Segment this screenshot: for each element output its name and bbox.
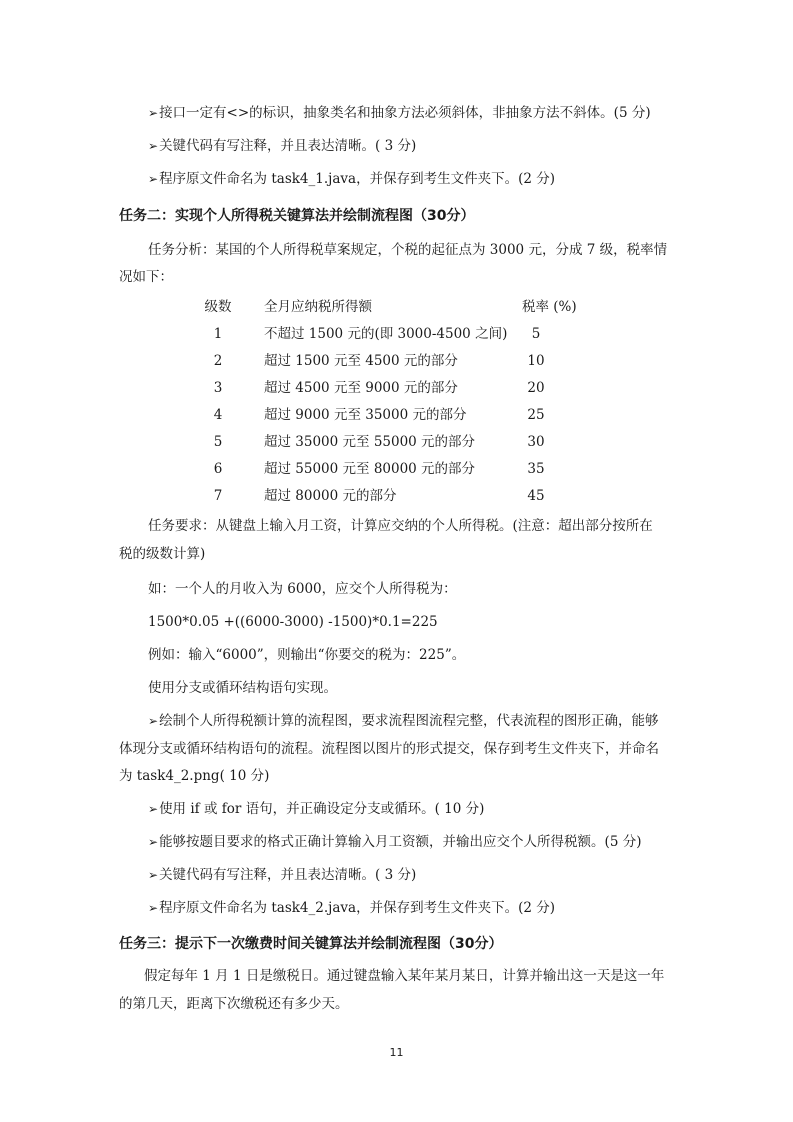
- task3-paragraph-cont: 的第几天，距离下次缴税还有多少天。: [119, 996, 349, 1012]
- flowchart-requirement-cont: 为 task4_2.png( 10 分): [119, 768, 270, 784]
- arrow-bullet-icon: ➢: [148, 901, 159, 915]
- page-number: 11: [389, 1046, 404, 1059]
- task2-requirement: 任务要求：从键盘上输入月工资，计算应交纳的个人所得税。(注意：超出部分按所在: [148, 518, 653, 534]
- example-formula: 1500*0.05 +((6000-3000) -1500)*0.1=225: [148, 614, 438, 630]
- header-income: 全月应纳税所得额: [264, 299, 372, 315]
- bullet-item: ➢使用 if 或 for 语句，并正确设定分支或循环。( 10 分): [148, 801, 485, 817]
- document-page: ➢接口一定有<>的标识，抽象类名和抽象方法必须斜体，非抽象方法不斜体。(5 分) ➢关键代码有写注释，并且表达清晰。( 3 分) ➢程序原文件命名为 task4_1.java，并保存到考生文件夹下。(2 分) 任务二：实现个人所得税关键算法并绘制流程图（30分） 任务分析：某国的个人所得税草案规定，个税的起征点为 3000 元，分成 7 级，税率情 况如下： 级数 全月应纳税所得额 税率 (%) 1 不超过 1500 元的(即 3000-4500 之间) 5 2 超过 1500 元至 4500 元的部分 10 3 超过 4500 元至 9000 元的部分 20 4 超过 9000 元至 35000 元的部分 25 5 超过 35000 元至 55000 元的部分 30 6 超过 55000 元至 80000 元的部分 35 7 超过 80000 元的部分 45 任务要求：从键盘上输入月工资，计算应交纳的个人所得税。(注意：超出部分按所在 税的级数计算) 如：一个人的月收入为 6000，应交个人所得税为： 1500*0.05 +((6000-3000) -1500)*0.1=225 例如：输入“6000”，则输出“你要交的税为：225”。 使用分支或循环结构语句实现。 ➢绘制个人所得税额计算的流程图，要求流程图流程完整，代表流程的图形正确，能够 体现分支或循环结构语句的流程。流程图以图片的形式提交，保存到考生文件夹下，并命名 为 task4_2.png( 10 分) ➢使用 if 或 for 语句，并正确设定分支或循环。( 10 分) ➢能够按题目要求的格式正确计算输入月工资额，并输出应交个人所得税额。(5 分) ➢关键代码有写注释，并且表达清晰。( 3 分) ➢程序原文件命名为 task4_2.java，并保存到考生文件夹下。(2 分) 任务三：提示下一次缴费时间关键算法并绘制流程图（30分） 假定每年 1 月 1 日是缴税日。通过键盘输入某年某月某日，计算并输出这一天是这一年 的第几天，距离下次缴税还有多少天。 11: [0, 0, 793, 1122]
- task2-heading: 任务二：实现个人所得税关键算法并绘制流程图（30分）: [119, 208, 475, 224]
- use-branch-note: 使用分支或循环结构语句实现。: [148, 680, 337, 696]
- arrow-bullet-icon: ➢: [148, 106, 159, 120]
- bullet-item: ➢程序原文件命名为 task4_2.java，并保存到考生文件夹下。(2 分): [148, 900, 555, 916]
- task2-analysis: 任务分析：某国的个人所得税草案规定，个税的起征点为 3000 元，分成 7 级，税率情: [148, 242, 668, 258]
- arrow-bullet-icon: ➢: [148, 802, 159, 816]
- bullet-item: ➢程序原文件命名为 task4_1.java，并保存到考生文件夹下。(2 分): [148, 171, 555, 187]
- arrow-bullet-icon: ➢: [148, 172, 159, 186]
- arrow-bullet-icon: ➢: [148, 868, 159, 882]
- bullet-item: ➢关键代码有写注释，并且表达清晰。( 3 分): [148, 138, 417, 154]
- task2-analysis-cont: 况如下：: [119, 269, 173, 285]
- header-rate: 税率 (%): [522, 299, 577, 315]
- bullet-item: ➢能够按题目要求的格式正确计算输入月工资额，并输出应交个人所得税额。(5 分): [148, 834, 642, 850]
- bullet-item: ➢接口一定有<>的标识，抽象类名和抽象方法必须斜体，非抽象方法不斜体。(5 分): [148, 105, 651, 121]
- arrow-bullet-icon: ➢: [148, 714, 159, 728]
- flowchart-requirement-cont: 体现分支或循环结构语句的流程。流程图以图片的形式提交，保存到考生文件夹下，并命名: [119, 741, 659, 757]
- example-intro: 如：一个人的月收入为 6000，应交个人所得税为：: [148, 581, 457, 597]
- arrow-bullet-icon: ➢: [148, 139, 159, 153]
- example-io: 例如：输入“6000”，则输出“你要交的税为：225”。: [148, 647, 466, 663]
- arrow-bullet-icon: ➢: [148, 835, 159, 849]
- flowchart-requirement: ➢绘制个人所得税额计算的流程图，要求流程图流程完整，代表流程的图形正确，能够: [148, 713, 659, 729]
- bullet-item: ➢关键代码有写注释，并且表达清晰。( 3 分): [148, 867, 417, 883]
- task3-paragraph: 假定每年 1 月 1 日是缴税日。通过键盘输入某年某月某日，计算并输出这一天是这一年: [144, 968, 665, 984]
- task2-requirement-cont: 税的级数计算): [119, 546, 206, 562]
- task3-heading: 任务三：提示下一次缴费时间关键算法并绘制流程图（30分）: [119, 936, 503, 952]
- header-level: 级数: [204, 299, 232, 315]
